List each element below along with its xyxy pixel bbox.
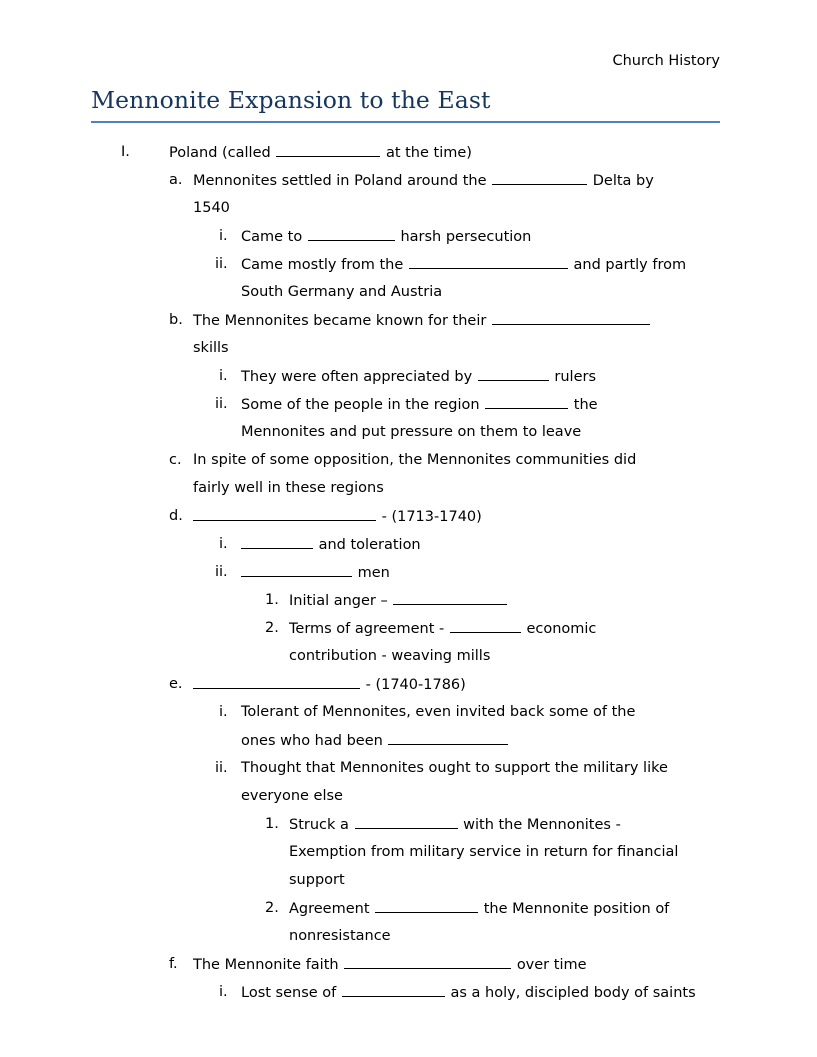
outline-marker: e.: [169, 676, 183, 692]
text: Initial anger –: [289, 593, 388, 609]
outline-item-d: [193, 507, 482, 526]
outline-marker: c.: [169, 452, 182, 468]
fill-in-blank[interactable]: [344, 955, 511, 969]
outline-marker: d.: [169, 508, 183, 524]
fill-in-blank[interactable]: [193, 675, 360, 689]
fill-in-blank[interactable]: [241, 563, 352, 577]
outline-item-b-cont: skills: [193, 340, 229, 356]
text: economic: [526, 621, 597, 637]
outline-marker: ii.: [215, 760, 228, 776]
outline-marker: 1.: [265, 592, 279, 608]
outline-item-d-i: [241, 535, 421, 554]
text: Delta by: [592, 173, 654, 189]
text: ones who had been: [241, 733, 383, 749]
document-title: Mennonite Expansion to the East: [91, 86, 491, 114]
outline-marker: i.: [219, 536, 228, 552]
outline-item-a-ii: [241, 255, 686, 274]
outline-marker: I.: [121, 144, 130, 160]
fill-in-blank[interactable]: [485, 395, 568, 409]
fill-in-blank[interactable]: [492, 311, 650, 325]
outline-item-f: [193, 955, 587, 974]
outline-marker: f.: [169, 956, 178, 972]
text: rulers: [554, 369, 597, 385]
outline-item-e-ii-1: [289, 815, 621, 834]
outline-item-d-ii-2: [289, 619, 596, 638]
text: Some of the people in the region: [241, 397, 480, 413]
outline-marker: i.: [219, 984, 228, 1000]
text: Struck a: [289, 817, 349, 833]
outline-item-c: In spite of some opposition, the Mennonites communities did: [193, 452, 637, 468]
text: Came mostly from the: [241, 257, 404, 273]
text: the Mennonite position of: [483, 901, 670, 917]
outline-item-d-ii-2-cont: contribution - weaving mills: [289, 648, 491, 664]
outline-item-e-ii-1-cont: Exemption from military service in return for financial: [289, 844, 679, 860]
text: Agreement: [289, 901, 370, 917]
outline-marker: b.: [169, 312, 183, 328]
outline-marker: 1.: [265, 816, 279, 832]
outline-item-e-ii: Thought that Mennonites ought to support the military like: [241, 760, 668, 776]
outline-item-b-ii-cont: Mennonites and put pressure on them to leave: [241, 424, 582, 440]
outline-item-b-ii: [241, 395, 598, 414]
fill-in-blank[interactable]: [276, 143, 380, 157]
fill-in-blank[interactable]: [375, 899, 478, 913]
fill-in-blank[interactable]: [193, 507, 376, 521]
text: and partly from: [573, 257, 687, 273]
title-underline: [91, 121, 720, 123]
outline-item-b-i: [241, 367, 596, 386]
text: - (1713-1740): [381, 509, 482, 525]
text: as a holy, discipled body of saints: [450, 985, 696, 1001]
outline-item-a: [193, 171, 654, 190]
fill-in-blank[interactable]: [409, 255, 568, 269]
outline-item-a-ii-cont: South Germany and Austria: [241, 284, 443, 300]
text: at the time): [385, 145, 472, 161]
text: The Mennonites became known for their: [193, 313, 487, 329]
fill-in-blank[interactable]: [342, 983, 445, 997]
outline-item-a-cont: 1540: [193, 200, 230, 216]
outline-marker: i.: [219, 704, 228, 720]
outline-marker: i.: [219, 368, 228, 384]
text: and toleration: [318, 537, 421, 553]
outline-marker: 2.: [265, 620, 279, 636]
outline-item-a-i: [241, 227, 531, 246]
outline-item-d-ii-1: [289, 591, 508, 610]
text: Came to: [241, 229, 303, 245]
text: Mennonites settled in Poland around the: [193, 173, 487, 189]
text: men: [357, 565, 390, 581]
fill-in-blank[interactable]: [450, 619, 521, 633]
outline-item-I: [169, 143, 472, 162]
fill-in-blank[interactable]: [478, 367, 549, 381]
outline-item-e-ii-cont: everyone else: [241, 788, 343, 804]
fill-in-blank[interactable]: [355, 815, 458, 829]
outline-item-e-ii-2-cont: nonresistance: [289, 928, 391, 944]
outline-item-b: [193, 311, 651, 330]
text: Lost sense of: [241, 985, 337, 1001]
outline-marker: i.: [219, 228, 228, 244]
outline-marker: ii.: [215, 256, 228, 272]
text: Terms of agreement -: [289, 621, 445, 637]
fill-in-blank[interactable]: [308, 227, 395, 241]
text: - (1740-1786): [365, 677, 466, 693]
outline-item-e: [193, 675, 466, 694]
page-header-course: Church History: [612, 53, 720, 69]
fill-in-blank[interactable]: [492, 171, 587, 185]
text: Poland (called: [169, 145, 271, 161]
outline-item-c-cont: fairly well in these regions: [193, 480, 384, 496]
text: They were often appreciated by: [241, 369, 473, 385]
text: the: [573, 397, 598, 413]
outline-item-e-ii-2: [289, 899, 669, 918]
text: over time: [516, 957, 587, 973]
outline-item-e-i-cont: [241, 731, 509, 750]
outline-item-d-ii: [241, 563, 390, 582]
fill-in-blank[interactable]: [393, 591, 507, 605]
fill-in-blank[interactable]: [388, 731, 508, 745]
fill-in-blank[interactable]: [241, 535, 313, 549]
outline-marker: ii.: [215, 396, 228, 412]
text: The Mennonite faith: [193, 957, 339, 973]
outline-item-e-ii-1-cont2: support: [289, 872, 345, 888]
outline-marker: ii.: [215, 564, 228, 580]
text: with the Mennonites -: [463, 817, 621, 833]
text: harsh persecution: [400, 229, 532, 245]
outline-item-f-i: [241, 983, 696, 1002]
outline-marker: a.: [169, 172, 183, 188]
outline-item-e-i: Tolerant of Mennonites, even invited back some of the: [241, 704, 636, 720]
outline-marker: 2.: [265, 900, 279, 916]
